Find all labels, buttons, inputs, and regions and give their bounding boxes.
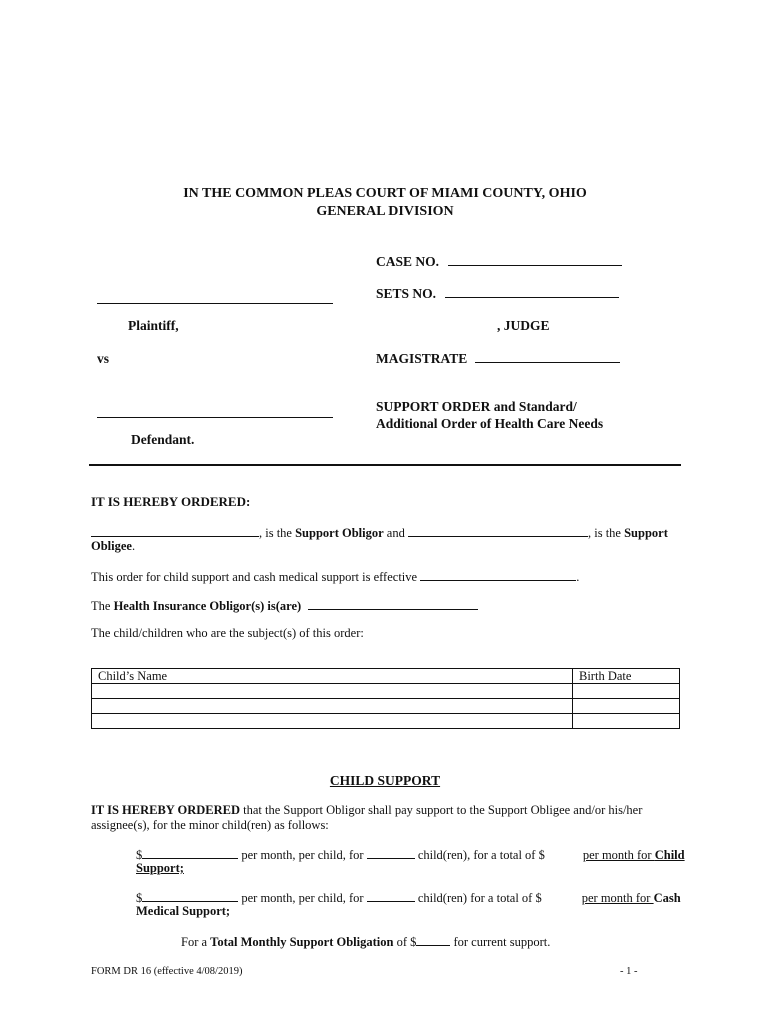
sets-number-row bbox=[376, 285, 619, 302]
support-obligee-term: Support bbox=[624, 526, 668, 540]
total-text: For a bbox=[181, 935, 211, 949]
defendant-name-line[interactable] bbox=[97, 417, 333, 418]
obligor-text: , is the bbox=[259, 526, 296, 540]
row-text: per month for bbox=[581, 891, 654, 905]
case-number-field[interactable] bbox=[448, 253, 622, 266]
total-amount-field[interactable] bbox=[542, 890, 582, 902]
row-text: child(ren), for a total of $ bbox=[414, 848, 545, 862]
total-obligation-row bbox=[181, 933, 550, 950]
effective-period: . bbox=[576, 570, 580, 584]
page-number: - 1 - bbox=[620, 966, 638, 977]
table-header-row bbox=[92, 669, 680, 684]
row-text: per month for bbox=[582, 848, 655, 862]
row-text: child(ren) for a total of $ bbox=[414, 891, 542, 905]
effective-date-field[interactable] bbox=[420, 568, 576, 581]
defendant-label: Defendant. bbox=[131, 432, 195, 447]
birth-date-cell[interactable] bbox=[573, 714, 680, 729]
table-row bbox=[92, 699, 680, 714]
total-text: for current support. bbox=[450, 935, 551, 949]
dollar-sign: $ bbox=[136, 891, 143, 905]
cash-term: Cash bbox=[653, 891, 681, 905]
child-support-row bbox=[136, 846, 685, 863]
obligee-row-wrap bbox=[91, 539, 135, 554]
plaintiff-name-line[interactable] bbox=[97, 303, 333, 304]
plaintiff-label: Plaintiff, bbox=[128, 318, 179, 333]
child-support-row-line2: Support; bbox=[136, 861, 184, 875]
support-obligor-field[interactable] bbox=[91, 524, 259, 537]
sets-number-label: SETS NO. bbox=[376, 286, 437, 301]
child-support-heading: CHILD SUPPORT bbox=[329, 773, 441, 788]
court-division: GENERAL DIVISION bbox=[316, 204, 454, 219]
table-row bbox=[92, 714, 680, 729]
child-name-cell[interactable] bbox=[92, 699, 573, 714]
obligor-row bbox=[91, 524, 668, 541]
total-obligation-term: Total Monthly Support Obligation bbox=[210, 935, 394, 949]
paragraph-text: that the Support Obligor shall pay support to the Support Obligee and/or his/her bbox=[240, 803, 643, 817]
table-row bbox=[92, 684, 680, 699]
obligee-period: . bbox=[131, 539, 136, 553]
total-obligation-field[interactable] bbox=[416, 933, 450, 946]
insurance-obligor-field[interactable] bbox=[308, 597, 478, 610]
caption-divider bbox=[89, 464, 681, 466]
row-text: per month, per child, for bbox=[238, 848, 367, 862]
per-child-amount-field[interactable] bbox=[142, 889, 238, 902]
child-count-field[interactable] bbox=[367, 889, 415, 902]
child-support-paragraph bbox=[91, 803, 642, 818]
sets-number-field[interactable] bbox=[445, 285, 619, 298]
versus-label: vs bbox=[97, 351, 110, 366]
effective-row bbox=[91, 568, 579, 585]
total-amount-field[interactable] bbox=[545, 847, 583, 859]
child-name-header: Child’s Name bbox=[92, 669, 573, 684]
obligee-text: , is the bbox=[587, 526, 625, 540]
form-label: FORM DR 16 (effective 4/08/2019) bbox=[91, 966, 243, 977]
support-obligor-term: Support Obligor bbox=[295, 526, 384, 540]
child-term: Child bbox=[654, 848, 685, 862]
insurance-obligor-term: Health Insurance Obligor(s) is(are) bbox=[113, 599, 302, 613]
child-count-field[interactable] bbox=[367, 846, 415, 859]
obligee-term: Obligee bbox=[91, 539, 132, 553]
children-intro: The child/children who are the subject(s) of this order: bbox=[91, 626, 364, 640]
magistrate-field[interactable] bbox=[475, 350, 620, 363]
dollar-sign: $ bbox=[136, 848, 143, 862]
birth-date-cell[interactable] bbox=[573, 699, 680, 714]
children-table bbox=[91, 668, 680, 729]
case-number-label: CASE NO. bbox=[376, 254, 440, 269]
birth-date-cell[interactable] bbox=[573, 684, 680, 699]
magistrate-label: MAGISTRATE bbox=[376, 351, 468, 366]
support-obligee-field[interactable] bbox=[408, 524, 588, 537]
birth-date-header: Birth Date bbox=[573, 669, 680, 684]
insurance-row bbox=[91, 597, 478, 614]
child-support-paragraph-line2: assignee(s), for the minor child(ren) as follows: bbox=[91, 818, 329, 832]
and-text: and bbox=[383, 526, 408, 540]
total-text: of $ bbox=[393, 935, 417, 949]
child-name-cell[interactable] bbox=[92, 714, 573, 729]
child-name-cell[interactable] bbox=[92, 684, 573, 699]
court-title: IN THE COMMON PLEAS COURT OF MIAMI COUNTY, OHIO bbox=[183, 186, 587, 201]
judge-label: , JUDGE bbox=[497, 318, 550, 333]
cash-medical-row-line2: Medical Support; bbox=[136, 904, 231, 918]
ordered-heading: IT IS HEREBY ORDERED: bbox=[91, 494, 251, 509]
magistrate-row bbox=[376, 350, 620, 367]
case-number-row bbox=[376, 253, 622, 270]
order-title-line1: SUPPORT ORDER and Standard/ bbox=[376, 399, 577, 414]
per-child-amount-field[interactable] bbox=[142, 846, 238, 859]
insurance-the: The bbox=[91, 599, 114, 613]
effective-text: This order for child support and cash medical support is effective bbox=[91, 570, 418, 584]
row-text: per month, per child, for bbox=[238, 891, 367, 905]
ordered-term: IT IS HEREBY ORDERED bbox=[91, 803, 240, 817]
order-title-line2: Additional Order of Health Care Needs bbox=[376, 416, 604, 431]
